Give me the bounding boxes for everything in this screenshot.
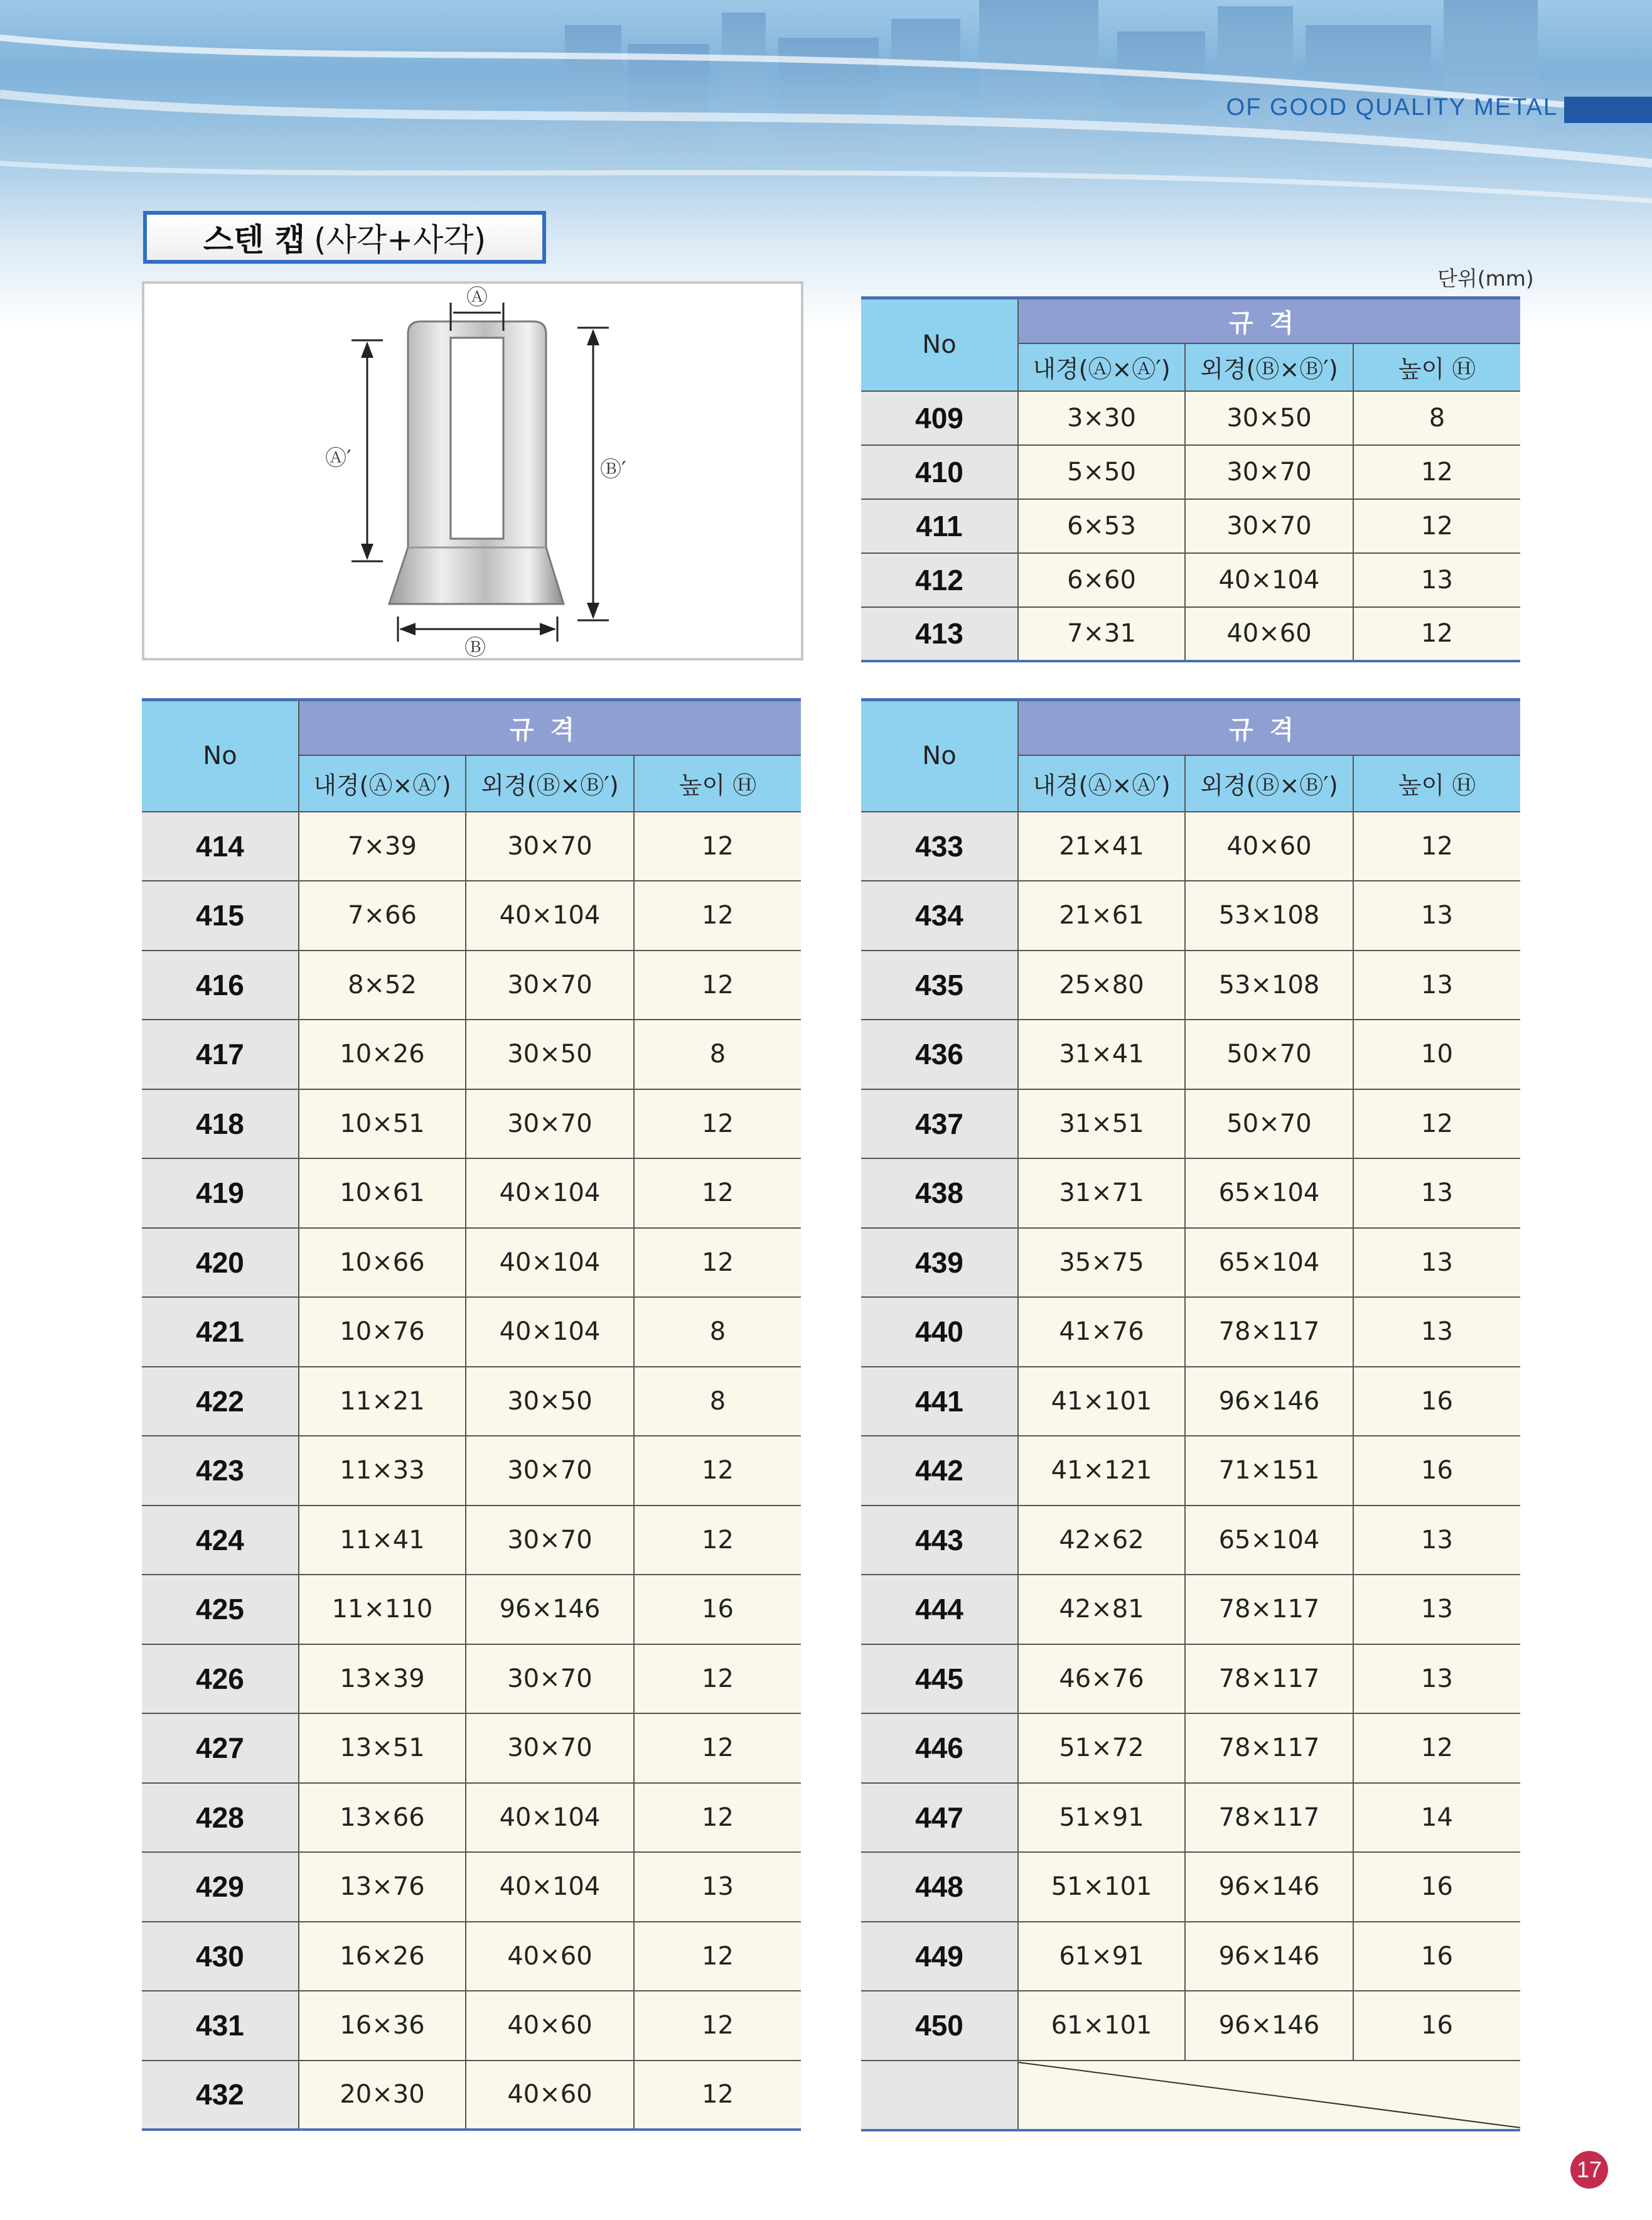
height: 13 <box>1353 1297 1520 1367</box>
outer-dim: 30×70 <box>466 951 634 1020</box>
header-outer: 외경(Ⓑ×Ⓑ′) <box>466 755 634 812</box>
inner-dim: 41×121 <box>1018 1436 1185 1506</box>
outer-dim: 65×104 <box>1185 1158 1353 1228</box>
inner-dim: 31×51 <box>1018 1089 1185 1159</box>
item-no: 424 <box>142 1506 299 1575</box>
height: 16 <box>634 1575 801 1644</box>
outer-dim: 53×108 <box>1185 951 1353 1020</box>
table-row <box>861 1367 1520 1436</box>
height: 12 <box>634 1436 801 1506</box>
height: 16 <box>1353 1852 1520 1922</box>
table-row <box>142 1020 801 1089</box>
height: 16 <box>1353 1991 1520 2061</box>
table-row <box>861 499 1520 553</box>
outer-dim: 30×70 <box>466 1644 634 1714</box>
outer-dim: 65×104 <box>1185 1506 1353 1575</box>
inner-dim: 61×91 <box>1018 1922 1185 1991</box>
spec-table-top <box>861 296 1520 662</box>
header-height: 높이 Ⓗ <box>634 755 801 812</box>
inner-dim: 11×33 <box>299 1436 466 1506</box>
table-row <box>142 1089 801 1159</box>
table-row <box>142 1436 801 1506</box>
table-row <box>861 1991 1520 2061</box>
table-row <box>142 1922 801 1991</box>
item-no: 442 <box>861 1436 1018 1506</box>
outer-dim: 96×146 <box>466 1575 634 1644</box>
table-row <box>142 1783 801 1853</box>
outer-dim: 78×117 <box>1185 1644 1353 1714</box>
height: 10 <box>1353 1020 1520 1089</box>
city-skyline-graphic <box>0 0 1652 326</box>
table-row <box>861 1922 1520 1991</box>
item-no: 440 <box>861 1297 1018 1367</box>
outer-dim: 40×60 <box>1185 607 1353 661</box>
item-no: 430 <box>142 1922 299 1991</box>
height: 12 <box>634 1713 801 1783</box>
inner-dim: 16×26 <box>299 1922 466 1991</box>
outer-dim: 40×60 <box>466 2061 634 2130</box>
title-sub: (사각+사각) <box>314 222 486 258</box>
height: 8 <box>634 1367 801 1436</box>
height: 8 <box>634 1020 801 1089</box>
item-no: 446 <box>861 1713 1018 1783</box>
outer-dim: 30×70 <box>1185 445 1353 499</box>
table-row <box>142 1158 801 1228</box>
outer-dim: 30×70 <box>1185 499 1353 553</box>
inner-dim: 13×76 <box>299 1852 466 1922</box>
item-no: 422 <box>142 1367 299 1436</box>
inner-dim: 11×41 <box>299 1506 466 1575</box>
outer-dim: 30×70 <box>466 1089 634 1159</box>
inner-dim: 7×66 <box>299 881 466 951</box>
outer-dim: 40×104 <box>466 881 634 951</box>
height: 12 <box>634 881 801 951</box>
outer-dim: 53×108 <box>1185 881 1353 951</box>
table-row <box>142 1367 801 1436</box>
item-no: 444 <box>861 1575 1018 1644</box>
header-inner: 내경(Ⓐ×Ⓐ′) <box>1018 343 1185 391</box>
outer-dim: 30×50 <box>1185 391 1353 445</box>
table-row-blank <box>861 2061 1520 2130</box>
header-accent-bar <box>1564 97 1652 123</box>
item-no: 426 <box>142 1644 299 1714</box>
table-row <box>861 1852 1520 1922</box>
item-no: 421 <box>142 1297 299 1367</box>
item-no: 441 <box>861 1367 1018 1436</box>
title-main: 스텐 캡 <box>203 222 306 258</box>
height: 16 <box>1353 1922 1520 1991</box>
table-row <box>861 1436 1520 1506</box>
inner-dim: 20×30 <box>299 2061 466 2130</box>
height: 12 <box>1353 1089 1520 1159</box>
height: 16 <box>1353 1367 1520 1436</box>
height: 16 <box>1353 1436 1520 1506</box>
table-row <box>142 1297 801 1367</box>
item-no: 417 <box>142 1020 299 1089</box>
table-row <box>142 1575 801 1644</box>
outer-dim: 40×104 <box>466 1852 634 1922</box>
outer-dim: 40×104 <box>1185 553 1353 607</box>
table-row <box>861 951 1520 1020</box>
blank-diagonal-cell <box>1018 2061 1520 2130</box>
item-no: 449 <box>861 1922 1018 1991</box>
inner-dim: 51×101 <box>1018 1852 1185 1922</box>
inner-dim: 11×110 <box>299 1575 466 1644</box>
table-row <box>861 391 1520 445</box>
item-no: 418 <box>142 1089 299 1159</box>
height: 13 <box>1353 1506 1520 1575</box>
table-row <box>142 1852 801 1922</box>
table-row <box>142 951 801 1020</box>
outer-dim: 40×104 <box>466 1158 634 1228</box>
product-diagram <box>142 281 803 660</box>
item-no: 412 <box>861 553 1018 607</box>
item-no: 415 <box>142 881 299 951</box>
table-row <box>861 1020 1520 1089</box>
table-row <box>142 2061 801 2130</box>
header-height: 높이 Ⓗ <box>1353 755 1520 812</box>
item-no: 416 <box>142 951 299 1020</box>
item-no: 423 <box>142 1436 299 1506</box>
item-no: 414 <box>142 812 299 881</box>
inner-dim: 10×26 <box>299 1020 466 1089</box>
item-no: 450 <box>861 1991 1018 2061</box>
inner-dim: 7×31 <box>1018 607 1185 661</box>
outer-dim: 96×146 <box>1185 1367 1353 1436</box>
header-spec: 규격 <box>1018 700 1520 755</box>
inner-dim: 21×41 <box>1018 812 1185 881</box>
table-row <box>861 1297 1520 1367</box>
inner-dim: 35×75 <box>1018 1228 1185 1298</box>
inner-dim: 3×30 <box>1018 391 1185 445</box>
table-row <box>861 1713 1520 1783</box>
outer-dim: 40×60 <box>1185 812 1353 881</box>
table-row <box>861 881 1520 951</box>
label-a-prime: Ⓐ′ <box>325 446 351 471</box>
height: 8 <box>634 1297 801 1367</box>
inner-dim: 13×66 <box>299 1783 466 1853</box>
item-no: 447 <box>861 1783 1018 1853</box>
outer-dim: 50×70 <box>1185 1020 1353 1089</box>
height: 12 <box>1353 499 1520 553</box>
table-row <box>861 1089 1520 1159</box>
label-b: Ⓑ <box>464 635 486 660</box>
item-no: 435 <box>861 951 1018 1020</box>
item-no: 439 <box>861 1228 1018 1298</box>
table-row <box>142 1506 801 1575</box>
height: 12 <box>1353 812 1520 881</box>
label-b-prime: Ⓑ′ <box>600 457 626 482</box>
diagonal-line <box>1019 2061 1520 2129</box>
height: 12 <box>634 1991 801 2061</box>
stainless-cap-illustration <box>144 284 801 658</box>
outer-dim: 65×104 <box>1185 1228 1353 1298</box>
height: 12 <box>634 1228 801 1298</box>
spec-table-left <box>142 698 801 2131</box>
header-inner: 내경(Ⓐ×Ⓐ′) <box>1018 755 1185 812</box>
header-outer: 외경(Ⓑ×Ⓑ′) <box>1185 755 1353 812</box>
height: 12 <box>1353 1713 1520 1783</box>
outer-dim: 40×60 <box>466 1991 634 2061</box>
inner-dim: 6×60 <box>1018 553 1185 607</box>
height: 12 <box>634 1644 801 1714</box>
item-no: 436 <box>861 1020 1018 1089</box>
height: 12 <box>634 1922 801 1991</box>
table-row <box>861 1644 1520 1714</box>
header-spec: 규격 <box>1018 298 1520 343</box>
height: 13 <box>1353 1158 1520 1228</box>
height: 12 <box>634 1783 801 1853</box>
item-no: 434 <box>861 881 1018 951</box>
header-spec: 규격 <box>299 700 801 755</box>
height: 13 <box>1353 1644 1520 1714</box>
outer-dim: 30×70 <box>466 1506 634 1575</box>
inner-dim: 51×91 <box>1018 1783 1185 1853</box>
header-tagline: OF GOOD QUALITY METAL <box>1226 94 1558 121</box>
inner-dim: 16×36 <box>299 1991 466 2061</box>
header-height: 높이 Ⓗ <box>1353 343 1520 391</box>
table-row <box>861 812 1520 881</box>
inner-dim: 51×72 <box>1018 1713 1185 1783</box>
inner-dim: 6×53 <box>1018 499 1185 553</box>
height: 13 <box>1353 881 1520 951</box>
outer-dim: 30×50 <box>466 1020 634 1089</box>
height: 12 <box>634 1158 801 1228</box>
header-no: No <box>142 700 299 812</box>
table-row <box>861 1575 1520 1644</box>
height: 13 <box>1353 553 1520 607</box>
outer-dim: 78×117 <box>1185 1297 1353 1367</box>
blank-cell <box>861 2061 1018 2130</box>
height: 13 <box>634 1852 801 1922</box>
inner-dim: 61×101 <box>1018 1991 1185 2061</box>
header-outer: 외경(Ⓑ×Ⓑ′) <box>1185 343 1353 391</box>
item-no: 438 <box>861 1158 1018 1228</box>
outer-dim: 78×117 <box>1185 1783 1353 1853</box>
height: 13 <box>1353 1228 1520 1298</box>
item-no: 420 <box>142 1228 299 1298</box>
outer-dim: 30×70 <box>466 1713 634 1783</box>
height: 12 <box>634 2061 801 2130</box>
outer-dim: 78×117 <box>1185 1713 1353 1783</box>
outer-dim: 96×146 <box>1185 1852 1353 1922</box>
inner-dim: 31×71 <box>1018 1158 1185 1228</box>
inner-dim: 7×39 <box>299 812 466 881</box>
outer-dim: 30×50 <box>466 1367 634 1436</box>
outer-dim: 40×104 <box>466 1228 634 1298</box>
item-no: 419 <box>142 1158 299 1228</box>
outer-dim: 71×151 <box>1185 1436 1353 1506</box>
item-no: 433 <box>861 812 1018 881</box>
header-inner: 내경(Ⓐ×Ⓐ′) <box>299 755 466 812</box>
table-row <box>861 1228 1520 1298</box>
table-row <box>142 1644 801 1714</box>
inner-dim: 41×101 <box>1018 1367 1185 1436</box>
height: 12 <box>634 812 801 881</box>
table-row <box>861 445 1520 499</box>
inner-dim: 31×41 <box>1018 1020 1185 1089</box>
table-row <box>142 1991 801 2061</box>
outer-dim: 30×70 <box>466 1436 634 1506</box>
item-no: 445 <box>861 1644 1018 1714</box>
item-no: 411 <box>861 499 1018 553</box>
table-row <box>142 812 801 881</box>
item-no: 410 <box>861 445 1018 499</box>
outer-dim: 40×60 <box>466 1922 634 1991</box>
table-row <box>861 1158 1520 1228</box>
table-row <box>861 1783 1520 1853</box>
inner-dim: 11×21 <box>299 1367 466 1436</box>
table-row <box>861 553 1520 607</box>
height: 12 <box>1353 445 1520 499</box>
inner-dim: 25×80 <box>1018 951 1185 1020</box>
unit-label: 단위(mm) <box>1437 266 1534 291</box>
page-number: 17 <box>1570 2151 1608 2189</box>
inner-dim: 21×61 <box>1018 881 1185 951</box>
item-no: 413 <box>861 607 1018 661</box>
outer-dim: 40×104 <box>466 1297 634 1367</box>
height: 13 <box>1353 951 1520 1020</box>
outer-dim: 50×70 <box>1185 1089 1353 1159</box>
item-no: 409 <box>861 391 1018 445</box>
outer-dim: 30×70 <box>466 812 634 881</box>
section-title <box>143 211 546 264</box>
table-row <box>142 881 801 951</box>
height: 12 <box>634 1506 801 1575</box>
inner-dim: 41×76 <box>1018 1297 1185 1367</box>
header-banner <box>0 0 1652 326</box>
outer-dim: 96×146 <box>1185 1922 1353 1991</box>
inner-dim: 42×62 <box>1018 1506 1185 1575</box>
outer-dim: 96×146 <box>1185 1991 1353 2061</box>
inner-dim: 42×81 <box>1018 1575 1185 1644</box>
inner-dim: 10×51 <box>299 1089 466 1159</box>
item-no: 427 <box>142 1713 299 1783</box>
height: 13 <box>1353 1575 1520 1644</box>
inner-dim: 10×76 <box>299 1297 466 1367</box>
height: 14 <box>1353 1783 1520 1853</box>
outer-dim: 78×117 <box>1185 1575 1353 1644</box>
inner-dim: 8×52 <box>299 951 466 1020</box>
height: 12 <box>634 951 801 1020</box>
table-row <box>142 1713 801 1783</box>
item-no: 448 <box>861 1852 1018 1922</box>
item-no: 443 <box>861 1506 1018 1575</box>
inner-dim: 46×76 <box>1018 1644 1185 1714</box>
inner-dim: 13×51 <box>299 1713 466 1783</box>
item-no: 431 <box>142 1991 299 2061</box>
inner-dim: 10×66 <box>299 1228 466 1298</box>
table-row <box>861 607 1520 661</box>
table-row <box>142 1228 801 1298</box>
item-no: 429 <box>142 1852 299 1922</box>
header-no: No <box>861 700 1018 812</box>
table-row <box>861 1506 1520 1575</box>
item-no: 432 <box>142 2061 299 2130</box>
inner-dim: 5×50 <box>1018 445 1185 499</box>
item-no: 428 <box>142 1783 299 1853</box>
inner-dim: 10×61 <box>299 1158 466 1228</box>
outer-dim: 40×104 <box>466 1783 634 1853</box>
spec-table-right <box>861 698 1520 2131</box>
label-a: Ⓐ <box>466 285 488 310</box>
item-no: 437 <box>861 1089 1018 1159</box>
header-no: No <box>861 298 1018 391</box>
height: 8 <box>1353 391 1520 445</box>
height: 12 <box>1353 607 1520 661</box>
inner-dim: 13×39 <box>299 1644 466 1714</box>
height: 12 <box>634 1089 801 1159</box>
item-no: 425 <box>142 1575 299 1644</box>
